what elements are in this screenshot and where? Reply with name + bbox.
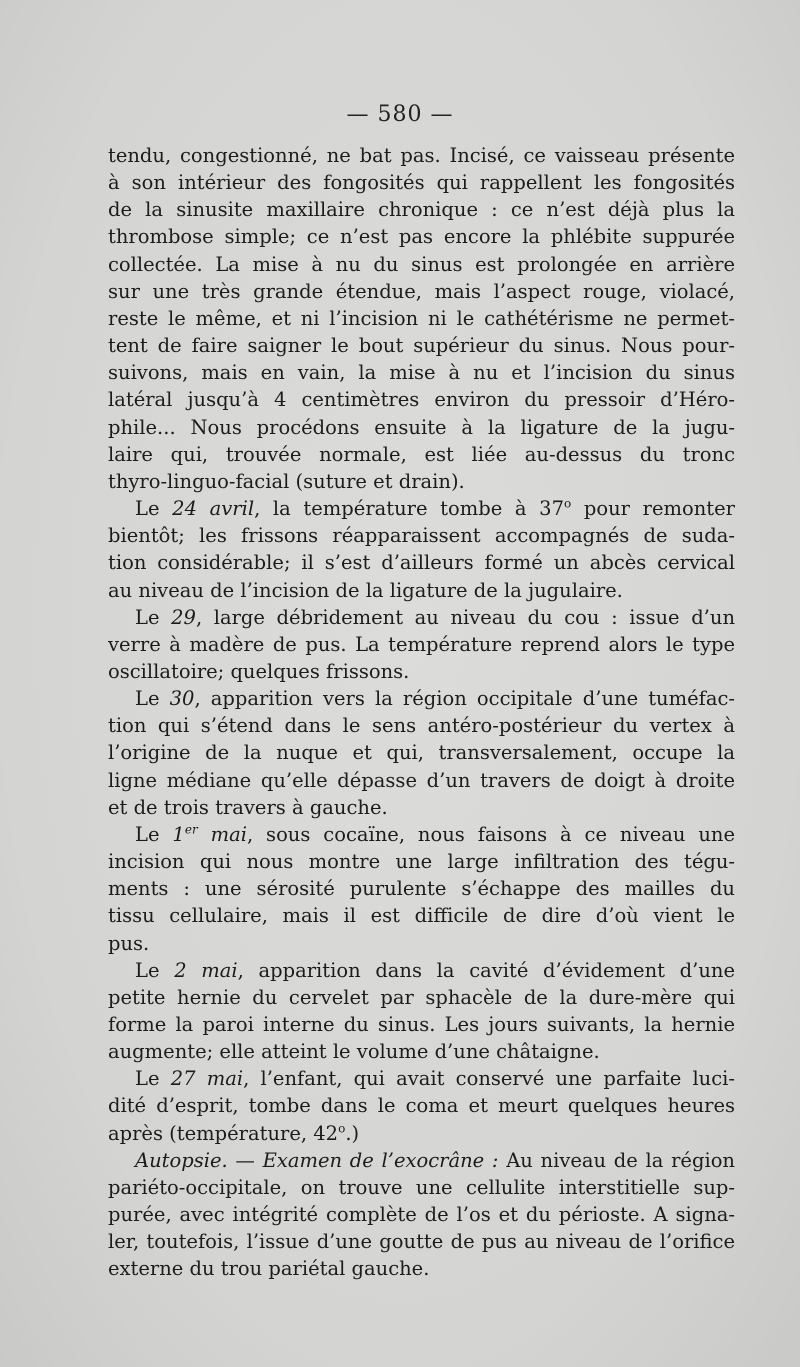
text-line: ligne médiane qu’elle dépasse d’un travers de doigt à droite <box>108 768 735 792</box>
text-line: au niveau de l’incision de la ligature de la jugulaire. <box>108 578 623 602</box>
text-line: ments : une sérosité purulente s’échappe des mailles du <box>108 877 735 901</box>
text-line: tion qui s’étend dans le sens antéro-postérieur du vertex à <box>108 714 735 738</box>
text-line: tion considérable; il s’est d’ailleurs formé un abcès cervical <box>108 551 735 575</box>
text-line: augmente; elle atteint le volume d’une châtaigne. <box>108 1040 600 1064</box>
date-label: 2 mai <box>174 958 238 982</box>
text-line: Le 30, apparition vers la région occipitale d’une tuméfac- <box>135 687 735 711</box>
date-label: 1er mai <box>172 822 247 846</box>
text-line: purée, avec intégrité complète de l’os et du périoste. A signa- <box>108 1203 735 1227</box>
text-line: tendu, congestionné, ne bat pas. Incisé, ce vaisseau présente <box>108 144 735 167</box>
text-line: reste le même, et ni l’incision ni le cathétérisme ne permet- <box>108 306 735 330</box>
text-line: sur une très grande étendue, mais l’aspect rouge, violacé, <box>108 279 735 303</box>
paragraph-24-avril <box>108 495 735 604</box>
text-line: externe du trou pariétal gauche. <box>108 1257 430 1281</box>
paragraph-continuation <box>108 142 735 495</box>
text-line: Le 1er mai, sous cocaïne, nous faisons à ce niveau une <box>135 822 735 846</box>
text-line: suivons, mais en vain, la mise à nu et l’incision du sinus <box>108 361 735 385</box>
paragraph-2-mai <box>108 957 735 1066</box>
text-line: ler, toutefois, l’issue d’une goutte de pus au niveau de l’orifice <box>108 1230 735 1254</box>
text-line: collectée. La mise à nu du sinus est prolongée en arrière <box>108 252 735 276</box>
text-line: et de trois travers à gauche. <box>108 795 388 819</box>
text-line: laire qui, trouvée normale, est liée au-dessus du tronc <box>108 442 735 466</box>
text-line: Le 29, large débridement au niveau du cou : issue d’un <box>135 605 735 629</box>
date-label: 29 <box>171 605 196 629</box>
page-number: — 580 — <box>346 102 454 127</box>
text-line: Le 24 avril, la température tombe à 37$^o$ pour remonter <box>135 496 735 521</box>
body-text <box>108 142 735 1283</box>
text-line: forme la paroi interne du sinus. Les jours suivants, la hernie <box>108 1013 735 1036</box>
text-line: Le 27 mai, l’enfant, qui avait conservé une parfaite luci- <box>135 1067 735 1091</box>
paragraph-autopsie <box>108 1147 735 1283</box>
text-line: à son intérieur des fongosités qui rappellent les fongosités <box>108 171 735 195</box>
text-line: Autopsie. — Examen de l’exocrâne : Au niveau de la région <box>135 1148 735 1172</box>
date-label: 27 mai <box>170 1067 244 1091</box>
text-line: pariéto-occipitale, on trouve une cellulite interstitielle sup- <box>108 1175 735 1199</box>
section-label: Autopsie. <box>135 1148 228 1172</box>
text-line: phile... Nous procédons ensuite à la ligature de la jugu- <box>108 415 735 439</box>
text-line: verre à madère de pus. La température reprend alors le type <box>108 632 735 656</box>
text-line: dité d’esprit, tombe dans le coma et meurt quelques heures <box>108 1094 735 1118</box>
text-line: thrombose simple; ce n’est pas encore la phlébite suppurée <box>108 225 735 249</box>
text-line: Le 2 mai, apparition dans la cavité d’évidement d’une <box>135 958 735 982</box>
text-line: bientôt; les frissons réapparaissent accompagnés de suda- <box>108 524 735 548</box>
paragraph-30 <box>108 685 735 821</box>
date-label: 24 avril <box>172 497 255 521</box>
text-line: oscillatoire; quelques frissons. <box>108 659 410 683</box>
text-line: de la sinusite maxillaire chronique : ce n’est déjà plus la <box>108 198 735 222</box>
paragraph-1er-mai <box>108 821 735 957</box>
text-line: après (température, 42$^o$.) <box>108 1121 360 1145</box>
text-line: l’origine de la nuque et qui, transversalement, occupe la <box>108 741 735 765</box>
text-line: incision qui nous montre une large infiltration des tégu- <box>108 850 735 874</box>
text-line: petite hernie du cervelet par sphacèle de la dure-mère qui <box>108 985 735 1009</box>
text-line: thyro-linguo-facial (suture et drain). <box>108 469 465 493</box>
paragraph-27-mai <box>108 1065 735 1146</box>
date-label: 30 <box>169 687 195 711</box>
text-line: latéral jusqu’à 4 centimètres environ du pressoir d’Héro- <box>108 388 735 412</box>
text-line: pus. <box>108 931 150 955</box>
section-label: Examen de l’exocrâne : <box>262 1148 499 1172</box>
paragraph-29 <box>108 604 735 685</box>
text-line: tissu cellulaire, mais il est difficile de dire d’où vient le <box>108 904 735 928</box>
text-line: tent de faire saigner le bout supérieur du sinus. Nous pour- <box>108 334 735 358</box>
